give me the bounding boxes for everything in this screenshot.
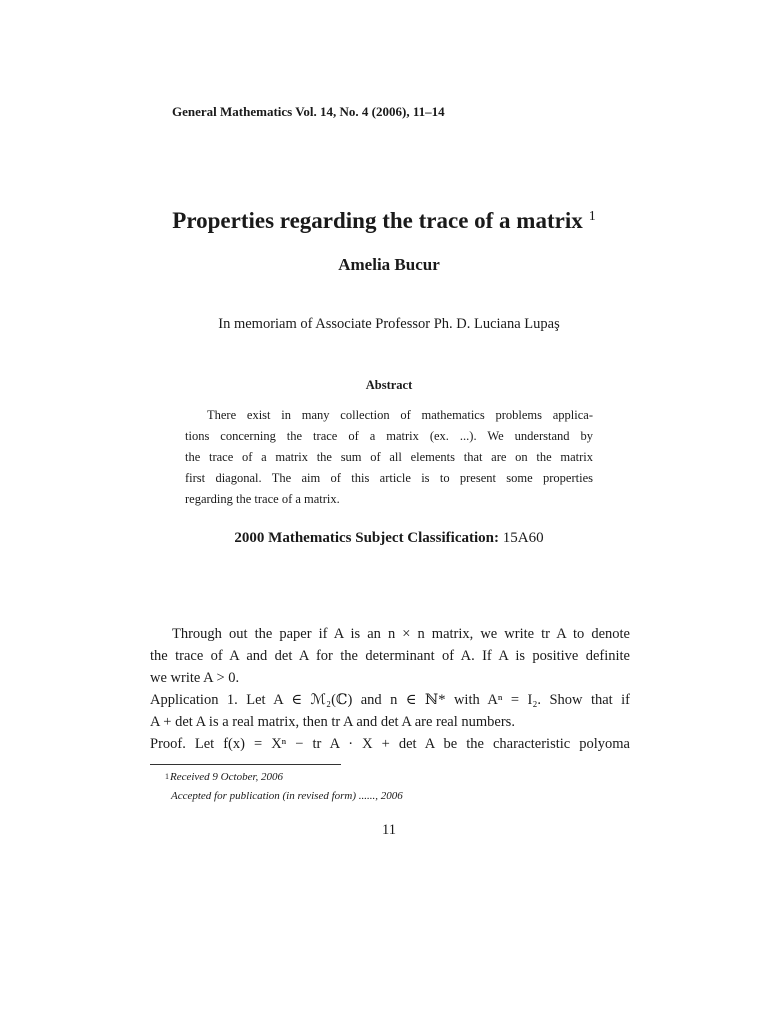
body-line: Through out the paper if A is an n × n matrix, we write tr A to denote <box>172 626 630 642</box>
abstract-line: first diagonal. The aim of this article is to present some properties <box>185 471 593 485</box>
body-line: the trace of A and det A for the determinant of A. If A is positive definite <box>150 648 630 664</box>
classification-label: 2000 Mathematics Subject Classification: <box>234 530 499 546</box>
body-line: Application 1. Let A ∈ ℳ₂(ℂ) and n ∈ ℕ* with Aⁿ = I₂. Show that if <box>150 692 630 708</box>
abstract-body <box>185 405 593 510</box>
footnote-received <box>165 768 403 787</box>
page-number: 11 <box>382 822 396 838</box>
footnote-accepted: Accepted for publication (in revised form) ......, 2006 <box>171 790 403 802</box>
dedication: In memoriam of Associate Professor Ph. D. Luciana Lupaş <box>218 316 560 332</box>
abstract-line: regarding the trace of a matrix. <box>185 492 340 506</box>
footnote-rule <box>150 764 341 765</box>
paper-title <box>0 208 768 234</box>
body-line: we write A > 0. <box>150 670 240 686</box>
title-footnote-mark: 1 <box>588 209 596 224</box>
body-line: A + det A is a real matrix, then tr A and det A are real numbers. <box>150 714 515 730</box>
footnote <box>165 768 403 806</box>
subject-classification <box>0 530 768 547</box>
abstract-line: tions concerning the trace of a matrix (ex. ...). We understand by <box>185 429 593 443</box>
journal-citation-header: General Mathematics Vol. 14, No. 4 (2006), 11–14 <box>172 104 445 119</box>
abstract-heading: Abstract <box>365 378 413 392</box>
abstract-line: There exist in many collection of mathematics problems applica- <box>207 408 593 422</box>
body-text <box>150 623 630 755</box>
abstract-line: the trace of a matrix the sum of all elements that are on the matrix <box>185 450 593 464</box>
footnote-received-text: Received 9 October, 2006 <box>170 771 284 783</box>
author-name: Amelia Bucur <box>338 255 440 274</box>
classification-code: 15A60 <box>502 530 544 546</box>
paper-title-text: Properties regarding the trace of a matrix <box>172 208 583 233</box>
footnote-mark: 1 <box>165 772 169 781</box>
body-line: Proof. Let f(x) = Xⁿ − tr A · X + det A be the characteristic polyoma <box>150 736 630 752</box>
